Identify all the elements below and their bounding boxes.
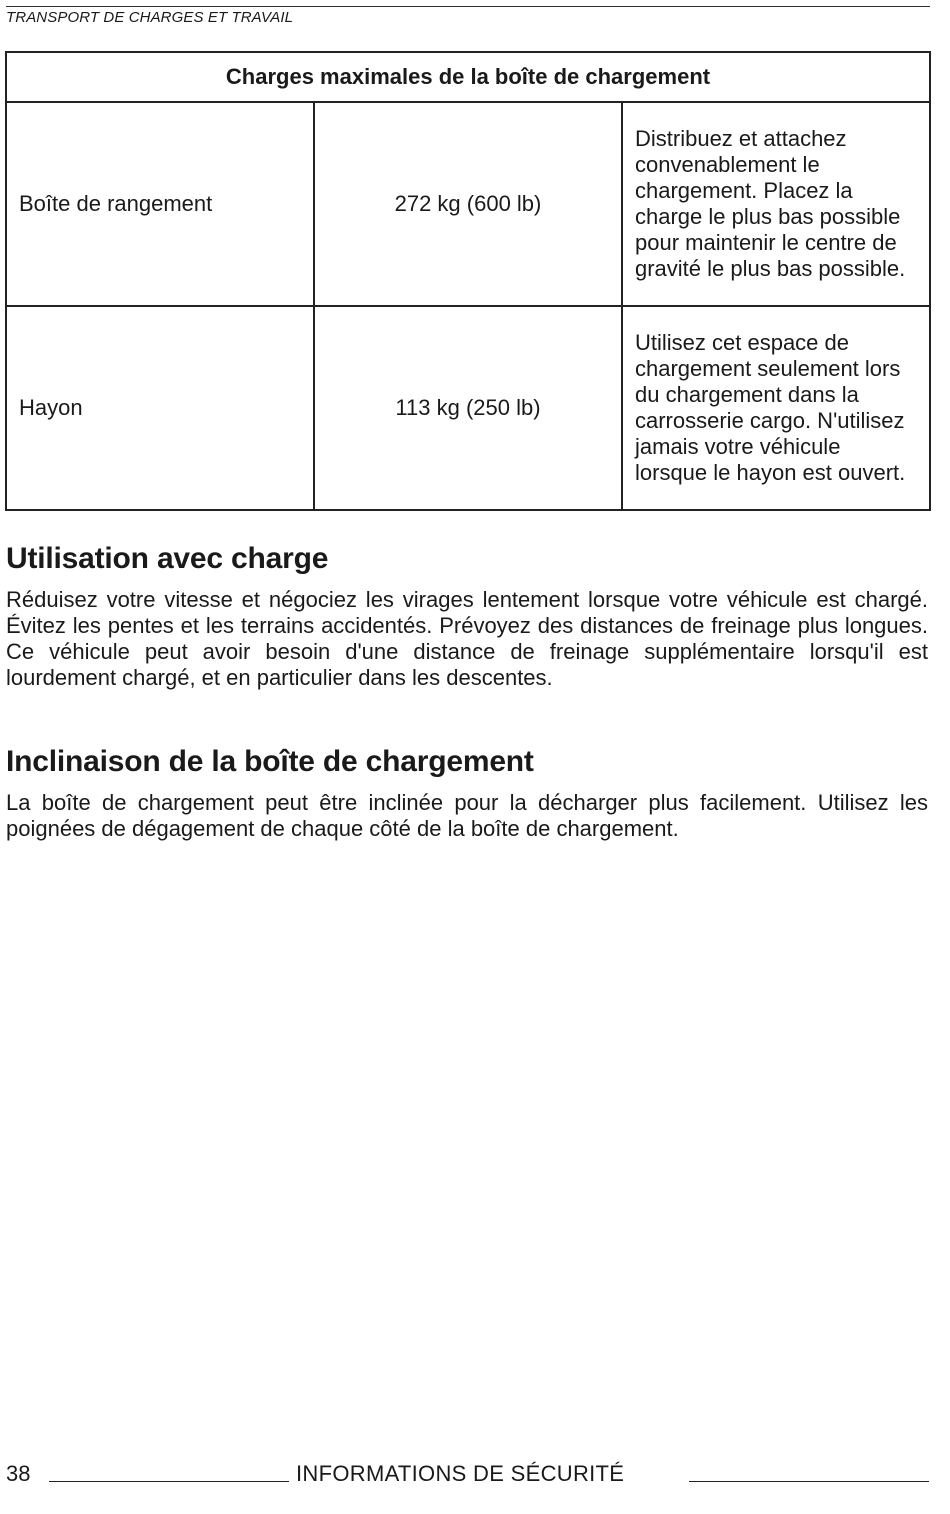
table-cell-item: Hayon — [6, 306, 314, 510]
table-cell-note: Distribuez et attachez convenablement le chargement. Placez la charge le plus bas possible pour maintenir le centre de gravité le plus bas possible. — [622, 102, 930, 306]
footer-label: INFORMATIONS DE SÉCURITÉ — [296, 1461, 625, 1486]
table-row — [6, 306, 930, 510]
section-paragraph: Réduisez votre vitesse et négociez les virages lentement lorsque votre véhicule est chargé. Évitez les pentes et les terrains accidentés. Prévoyez des distances de freinage plus longues. Ce véhicule peut avoir besoin d'une distance de freinage supplémentaire lorsqu'il est lourdement chargé, et en particulier dans les descentes. — [6, 587, 928, 690]
max-load-table — [5, 51, 931, 511]
header-rule — [6, 6, 930, 7]
section-title: Inclinaison de la boîte de chargement — [6, 745, 534, 778]
section-paragraph: La boîte de chargement peut être inclinée pour la décharger plus facilement. Utilisez les poignées de dégagement de chaque côté de la boîte de chargement. — [6, 790, 928, 841]
table-cell-load: 113 kg (250 lb) — [314, 306, 622, 510]
table-cell-note: Utilisez cet espace de chargement seulement lors du chargement dans la carrosserie cargo. N'utilisez jamais votre véhicule lorsque le hayon est ouvert. — [622, 306, 930, 510]
table-row — [6, 102, 930, 306]
table-title: Charges maximales de la boîte de chargement — [6, 52, 930, 102]
footer-rule-left — [49, 1481, 289, 1482]
table-cell-item: Boîte de rangement — [6, 102, 314, 306]
table-cell-load: 272 kg (600 lb) — [314, 102, 622, 306]
page-number: 38 — [6, 1461, 31, 1486]
page-footer — [6, 1459, 929, 1489]
running-header: TRANSPORT DE CHARGES ET TRAVAIL — [6, 9, 294, 26]
footer-rule-right — [689, 1481, 929, 1482]
section-title: Utilisation avec charge — [6, 542, 329, 575]
